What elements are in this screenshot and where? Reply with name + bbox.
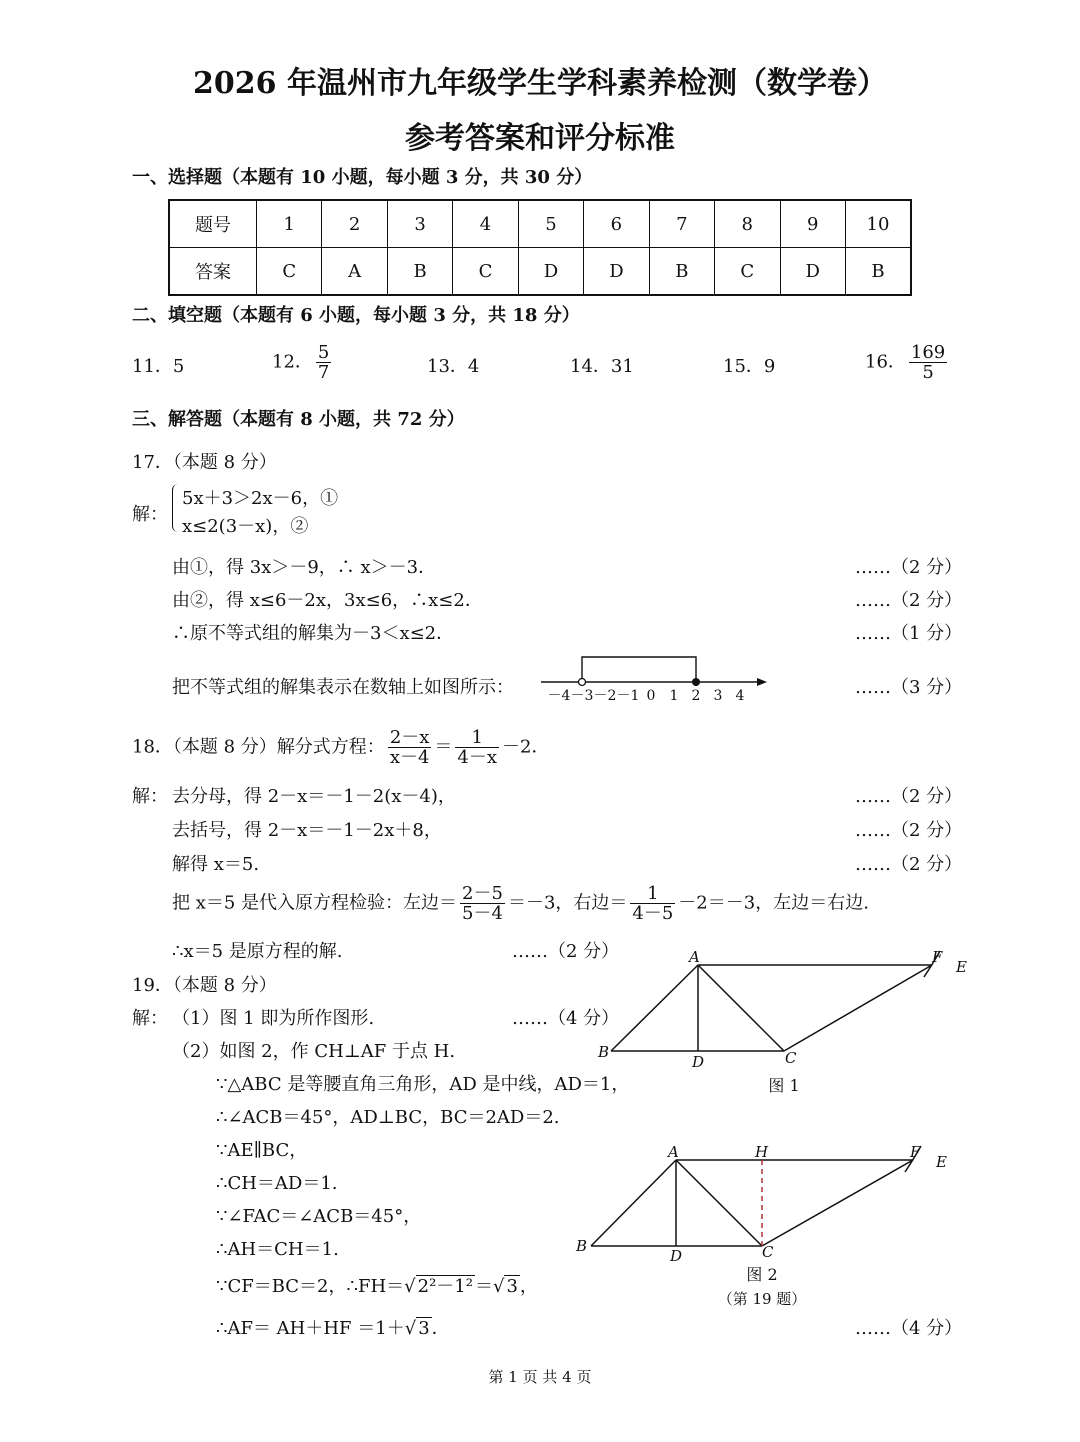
tick-label: 1	[669, 688, 679, 704]
fraction-numerator: 169	[910, 342, 946, 363]
q19-final-score: ……（4 分）	[855, 1318, 963, 1339]
q17-header: 17．（本题 8 分）	[132, 452, 277, 473]
table-cell: 4	[453, 200, 518, 248]
check-text: ＝－3，右边＝	[507, 892, 628, 914]
answer-12-fraction	[316, 343, 331, 382]
eq-tail: －2．	[502, 736, 550, 758]
figure-2-subcaption: （第 19 题）	[717, 1290, 807, 1308]
segment-CF	[762, 1160, 913, 1246]
label-H: H	[755, 1143, 769, 1161]
table-cell: 7	[649, 200, 714, 248]
sqrt-icon: √	[404, 1318, 417, 1339]
table-cell: C	[715, 248, 780, 296]
fraction-numerator: 2－x	[389, 727, 430, 748]
arrow-right-icon	[757, 678, 767, 686]
q19-line6: ∴AH＝CH＝1.	[216, 1239, 339, 1260]
fraction-denominator: 4－x	[457, 747, 498, 768]
answer-14: 14．31	[570, 356, 634, 377]
row-label-answer: 答案	[169, 248, 257, 296]
segment-AB	[591, 1160, 676, 1246]
q18-conclusion: ∴x＝5 是原方程的解.	[172, 941, 343, 962]
line8-text: ∴AF＝ AH＋HF ＝1＋	[216, 1318, 405, 1339]
line7-text: ，	[519, 1276, 538, 1297]
table-cell: 8	[715, 200, 780, 248]
q19-line3: ∵AE∥BC，	[216, 1140, 308, 1161]
q19-header: 19．（本题 8 分）	[132, 975, 277, 996]
line8-text: ．	[431, 1318, 450, 1339]
solution-bracket	[582, 657, 696, 682]
answer-12-label: 12．	[272, 351, 313, 373]
figure-2	[570, 1140, 970, 1312]
tick-label: －3	[570, 688, 594, 704]
table-cell: D	[780, 248, 845, 296]
sqrt-icon: √	[404, 1276, 416, 1297]
tick-label: 3	[713, 688, 723, 704]
section1-heading: 一、选择题（本题有 10 小题，每小题 3 分，共 30 分）	[132, 167, 593, 188]
fraction-numerator: 5	[317, 342, 330, 363]
figure-1-caption: 图 1	[768, 1076, 800, 1095]
q17-system-line1: 5x＋3＞2x－6，①	[182, 488, 339, 509]
section3-heading: 三、解答题（本题有 8 小题，共 72 分）	[132, 409, 465, 430]
label-B: B	[598, 1043, 610, 1061]
q19-part1-score: ……（4 分）	[512, 1008, 620, 1029]
q17-score3: ……（1 分）	[855, 623, 963, 644]
fraction-denominator: 7	[317, 362, 330, 383]
q17-step3: ∴原不等式组的解集为－3＜x≤2．	[172, 623, 455, 644]
answer-16	[865, 343, 950, 382]
label-F: F	[932, 948, 943, 966]
eq-right-fraction	[455, 728, 499, 767]
q18-score2: ……（2 分）	[855, 820, 963, 841]
number-line	[535, 650, 775, 706]
q17-step4: 把不等式组的解集表示在数轴上如图所示：	[172, 677, 514, 698]
q19-line4: ∴CH＝AD＝1.	[216, 1173, 338, 1194]
sqrt-radicand: 2²－1²	[417, 1276, 473, 1297]
check-text: －2＝－3，左边＝右边.	[678, 892, 869, 914]
q19-line8	[216, 1314, 450, 1340]
table-cell: C	[453, 248, 518, 296]
table-cell: C	[257, 248, 322, 296]
q18-check	[172, 884, 869, 923]
eq-left-fraction	[388, 728, 432, 767]
line7-text: ∵CF＝BC＝2，∴FH＝	[216, 1276, 405, 1297]
q19-part1: （1）图 1 即为所作图形.	[172, 1008, 375, 1029]
q18-header: 18．（本题 8 分）解分式方程：	[132, 736, 385, 758]
figure-1	[590, 945, 980, 1100]
label-E: E	[936, 1153, 947, 1171]
answer-13: 13．4	[427, 356, 480, 377]
sqrt-icon: √	[492, 1276, 505, 1297]
label-A: A	[668, 1143, 679, 1161]
answer-16-label: 16．	[865, 351, 906, 373]
segment-AC	[698, 965, 784, 1051]
sqrt-radicand: 3	[506, 1276, 518, 1297]
segment-CF	[784, 965, 932, 1051]
answer-15: 15．9	[723, 356, 776, 377]
q19-line2: ∴∠ACB＝45°，AD⊥BC，BC＝2AD＝2.	[216, 1107, 560, 1128]
sqrt-radicand: 3	[418, 1318, 430, 1339]
q18-step2: 去括号，得 2－x＝－1－2x＋8，	[172, 820, 442, 841]
closed-dot	[692, 678, 700, 686]
q18-score1: ……（2 分）	[855, 786, 963, 807]
fraction-numerator: 2－5	[462, 883, 503, 904]
eq-equals: ＝	[434, 736, 453, 758]
q17-score2: ……（2 分）	[855, 590, 963, 611]
tick-label: －1	[616, 688, 640, 704]
q17-step2: 由②，得 x≤6－2x，3x≤6，∴x≤2．	[172, 590, 483, 611]
q17-score1: ……（2 分）	[855, 557, 963, 578]
label-A: A	[689, 948, 700, 966]
segment-AC	[676, 1160, 762, 1246]
fraction-denominator: 5	[909, 362, 947, 382]
q18-header-line	[132, 728, 549, 767]
page-title: 2026 年温州市九年级学生学科素养检测（数学卷）	[193, 66, 887, 101]
table-cell: 9	[780, 200, 845, 248]
label-C: C	[762, 1243, 774, 1261]
q19-jie: 解：	[132, 1008, 168, 1029]
label-D: D	[692, 1053, 705, 1071]
check-fraction-2	[630, 884, 675, 923]
answer-12	[272, 343, 334, 382]
check-fraction-1	[460, 884, 505, 923]
q19-part2: （2）如图 2，作 CH⊥AF 于点 H.	[172, 1041, 456, 1062]
q17-jie: 解：	[132, 504, 168, 525]
section2-heading: 二、填空题（本题有 6 小题，每小题 3 分，共 18 分）	[132, 305, 580, 326]
table-cell: B	[649, 248, 714, 296]
row-label-number: 题号	[169, 200, 257, 248]
table-cell: 5	[518, 200, 583, 248]
q18-jie: 解：	[132, 786, 168, 807]
table-cell: B	[845, 248, 911, 296]
number-row	[169, 200, 911, 248]
fraction-denominator: x－4	[389, 747, 430, 768]
table-cell: 2	[322, 200, 387, 248]
answer-table	[168, 199, 912, 296]
q18-step1: 去分母，得 2－x＝－1－2(x－4)，	[172, 786, 456, 807]
line7-text: ＝	[474, 1276, 493, 1297]
q18-step3: 解得 x＝5.	[172, 854, 260, 875]
answer-row	[169, 248, 911, 296]
table-cell: D	[518, 248, 583, 296]
answer-11: 11．5	[132, 356, 185, 377]
q19-line1: ∵△ABC 是等腰直角三角形，AD 是中线，AD＝1，	[216, 1074, 630, 1095]
q19-line5: ∵∠FAC＝∠ACB＝45°，	[216, 1206, 422, 1227]
label-F: F	[910, 1143, 921, 1161]
table-cell: 10	[845, 200, 911, 248]
label-C: C	[785, 1049, 797, 1067]
tick-label: 4	[735, 688, 745, 704]
table-cell: 1	[257, 200, 322, 248]
figure-2-caption: 图 2	[746, 1265, 778, 1284]
fraction-numerator: 1	[471, 727, 483, 748]
open-dot	[579, 679, 586, 686]
fraction-numerator: 1	[647, 883, 659, 904]
table-cell: A	[322, 248, 387, 296]
q17-system-line2: x≤2(3－x)，②	[182, 516, 309, 537]
q18-score3: ……（2 分）	[855, 854, 963, 875]
table-cell: D	[584, 248, 649, 296]
tick-label: 0	[646, 688, 656, 704]
q17-step1: 由①，得 3x＞－9，∴ x＞－3．	[172, 557, 437, 578]
q18-score4: ……（2 分）	[512, 941, 620, 962]
table-cell: 6	[584, 200, 649, 248]
tick-label: 2	[691, 688, 701, 704]
check-text: 把 x＝5 是代入原方程检验：左边＝	[172, 892, 458, 914]
page-footer: 第 1 页 共 4 页	[488, 1368, 592, 1386]
answer-16-fraction	[909, 343, 947, 382]
label-E: E	[956, 958, 967, 976]
q17-score4: ……（3 分）	[855, 677, 963, 698]
table-cell: B	[387, 248, 452, 296]
fraction-denominator: 5－4	[462, 903, 503, 924]
system-brace	[172, 484, 181, 532]
label-B: B	[576, 1237, 588, 1255]
tick-label: －2	[593, 688, 617, 704]
label-D: D	[670, 1247, 683, 1265]
page-subtitle: 参考答案和评分标准	[405, 121, 675, 156]
segment-AB	[611, 965, 698, 1051]
fraction-denominator: 4－5	[632, 903, 674, 924]
tick-label: －4	[547, 688, 571, 704]
table-cell: 3	[387, 200, 452, 248]
q19-line7	[216, 1272, 538, 1298]
